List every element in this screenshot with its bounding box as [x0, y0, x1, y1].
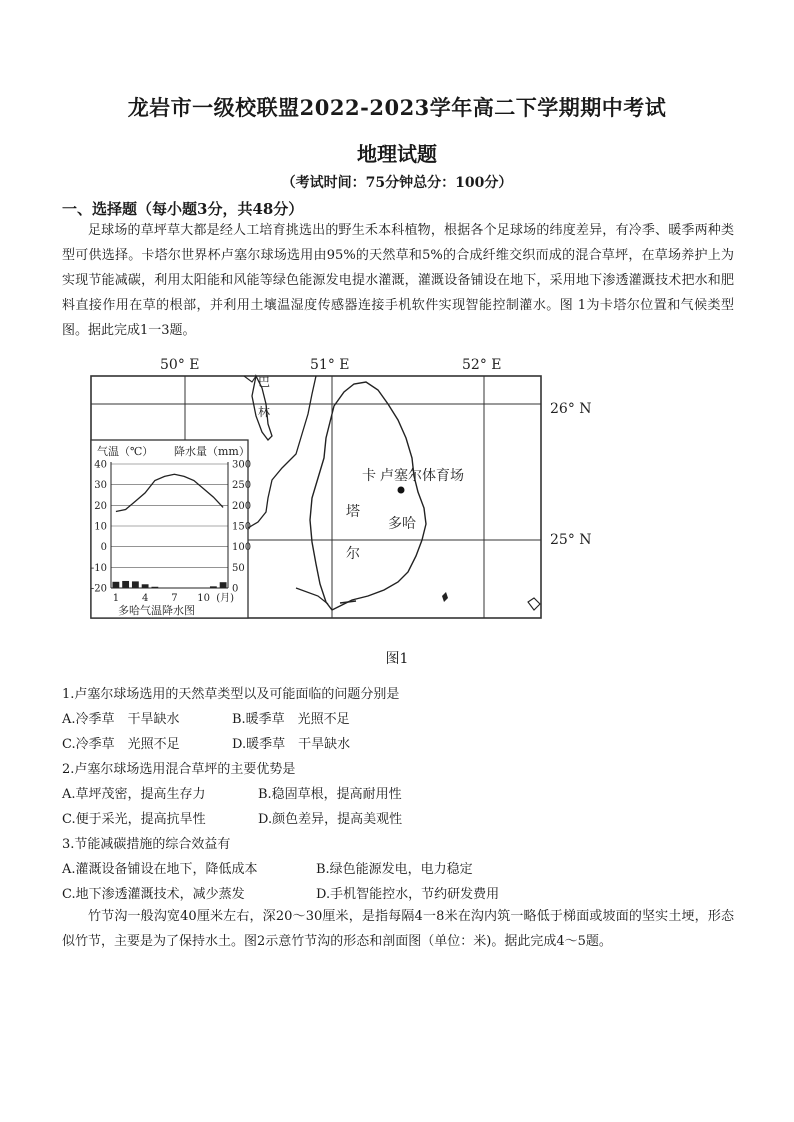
q3-option-a[interactable]: A.灌溉设备铺设在地下，降低成本	[62, 862, 258, 877]
question-3-stem: 3.节能减碳措施的综合效益有	[62, 837, 231, 852]
exam-title: 龙岩市一级校联盟2022-2023学年高二下学期期中考试	[127, 95, 667, 120]
precip-bar	[210, 586, 217, 588]
lat-label-26: 26° N	[550, 401, 592, 417]
q2-option-a[interactable]: A.草坪茂密，提高生存力	[62, 787, 206, 802]
precip-tick-label: 150	[232, 521, 252, 533]
chart-caption: 多哈气温降水图	[118, 604, 195, 617]
figure-1-map	[0, 352, 794, 642]
q1-option-d[interactable]: D.暖季草 干旱缺水	[232, 737, 351, 752]
temp-tick-label: 40	[94, 459, 107, 471]
q2-option-d[interactable]: D.颜色差异，提高美观性	[258, 812, 403, 827]
climate-chart-frame	[91, 440, 248, 618]
q2-option-c[interactable]: C.便于采光，提高抗旱性	[62, 812, 206, 827]
precip-bar	[132, 581, 139, 588]
month-tick-label: 10	[197, 593, 210, 604]
precip-tick-label: 0	[232, 583, 239, 595]
q1-option-a[interactable]: A.冷季草 干旱缺水	[62, 712, 180, 727]
q1-option-b[interactable]: B.暖季草 光照不足	[232, 712, 350, 727]
precip-bar	[142, 584, 149, 588]
temp-tick-label: 20	[94, 500, 107, 512]
figure-1-caption: 图1	[385, 651, 409, 667]
precip-bar	[151, 587, 158, 588]
doha-label: 多哈	[388, 516, 416, 532]
precip-tick-label: 200	[232, 500, 252, 512]
exam-info: （考试时间：75分钟总分：100分）	[281, 175, 513, 191]
country-label-ta: 塔	[346, 504, 360, 520]
passage-1: 足球场的草坪草大都是经人工培育挑选出的野生禾本科植物，根据各个足球场的纬度差异，有冷季、暖季两种类型可供选择。卡塔尔世界杯卢塞尔球场选用由95%的天然草和5%的合成纤维交织而成的混合草坪，在草场养护上为实现节能减碳，利用太阳能和风能等绿色能源发电提水灌溉，灌溉设备铺设在地下，采用地下渗透灌溉技术把水和肥料直接作用在草的根部，并利用土壤温湿度传感器连接手机软件实现智能控制灌水。图 1为卡塔尔位置和气候类型图。据此完成1一3题。	[62, 223, 734, 338]
q3-option-c[interactable]: C.地下渗透灌溉技术，减少蒸发	[62, 887, 245, 902]
precip-tick-label: 50	[232, 562, 245, 574]
saudi-coast	[248, 376, 316, 528]
stadium-marker	[398, 487, 405, 494]
temp-tick-label: -20	[90, 583, 107, 595]
precip-axis-title: 降水量（mm）	[174, 445, 250, 458]
bahrain-label-2: 林	[258, 405, 271, 419]
bahrain-label-1: 巴	[258, 375, 271, 389]
stadium-label: 卢塞尔体育场	[380, 468, 464, 484]
precip-bar	[220, 582, 227, 588]
q3-option-d[interactable]: D.手机智能控水，节约研发费用	[316, 887, 500, 902]
precip-tick-label: 250	[232, 480, 252, 492]
islet	[442, 592, 448, 602]
q2-option-b[interactable]: B.稳固草根，提高耐用性	[258, 787, 402, 802]
month-unit-label: (月)	[216, 593, 235, 604]
precip-bar	[122, 581, 129, 588]
month-tick-label: 1	[112, 593, 120, 604]
temp-tick-label: 0	[100, 542, 107, 554]
precip-bar	[112, 582, 119, 588]
temp-tick-label: 30	[94, 480, 107, 492]
lon-label-50: 50° E	[160, 357, 200, 373]
q1-option-c[interactable]: C.冷季草 光照不足	[62, 737, 180, 752]
lon-label-52: 52° E	[462, 357, 502, 373]
temp-tick-label: 10	[94, 521, 107, 533]
passage-2: 竹节沟一般沟宽40厘米左右，深20～30厘米，是指每隔4一8米在沟内筑一略低于梯面或坡面的坚实土埂，形态似竹节，主要是为了保持水土。图2示意竹节沟的形态和剖面图（单位：米)。据此完成4～5题。	[62, 909, 734, 949]
qatar-coast	[310, 382, 426, 610]
month-tick-label: 4	[141, 593, 149, 604]
question-1-stem: 1.卢塞尔球场选用的天然草类型以及可能面临的问题分别是	[62, 687, 400, 702]
question-2-stem: 2.卢塞尔球场选用混合草坪的主要优势是	[62, 762, 296, 777]
lon-label-51: 51° E	[310, 357, 350, 373]
country-label-ka: 卡	[362, 468, 376, 484]
precip-tick-label: 100	[232, 542, 252, 554]
country-label-er: 尔	[346, 546, 360, 562]
temp-axis-title: 气温（℃）	[97, 445, 154, 458]
temp-tick-label: -10	[90, 562, 107, 574]
lat-label-25: 25° N	[550, 532, 592, 548]
subject-title: 地理试题	[357, 142, 437, 166]
precip-tick-label: 300	[232, 459, 252, 471]
month-tick-label: 7	[171, 593, 178, 604]
section-heading: 一、选择题（每小题3分，共48分）	[62, 200, 304, 218]
q3-option-b[interactable]: B.绿色能源发电，电力稳定	[316, 862, 473, 877]
